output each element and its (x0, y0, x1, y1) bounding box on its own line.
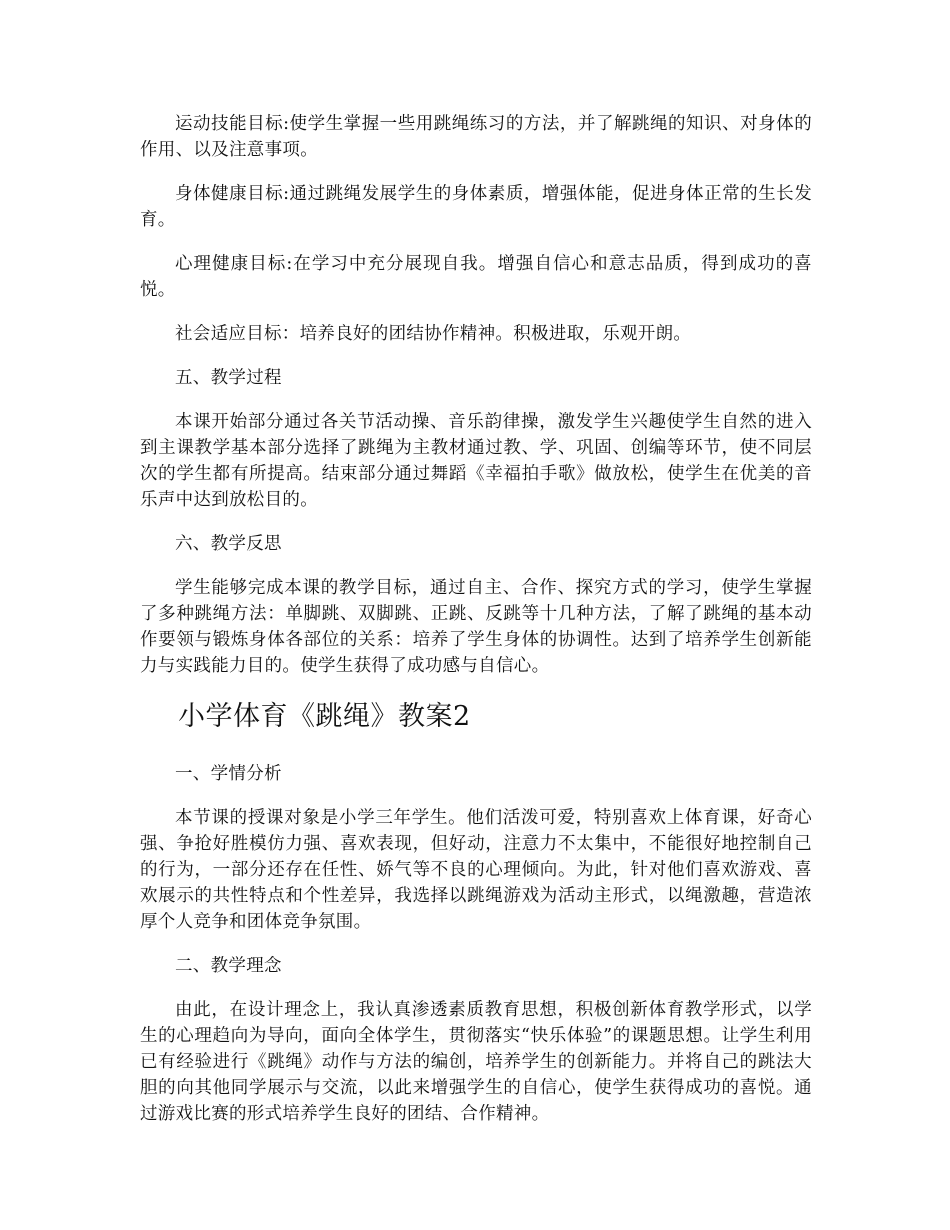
lesson-plan-title: 小学体育《跳绳》教案2 (178, 701, 471, 732)
section-heading-teaching-philosophy: 二、教学理念 (175, 956, 282, 976)
paragraph-physical-health-goal: 身体健康目标:通过跳绳发展学生的身体素质，增强体能，促进身体正常的生长发育。 (140, 184, 812, 230)
section-heading-teaching-process: 五、教学过程 (175, 368, 282, 388)
section-heading-teaching-reflection: 六、教学反思 (175, 534, 282, 554)
document-body (140, 111, 812, 1145)
section-heading-student-analysis: 一、学情分析 (175, 764, 282, 784)
paragraph-social-adaptation-goal: 社会适应目标：培养良好的团结协作精神。积极进取，乐观开朗。 (175, 324, 692, 344)
paragraph-teaching-reflection: 学生能够完成本课的教学目标，通过自主、合作、探究方式的学习，使学生掌握了多种跳绳方法：单脚跳、双脚跳、正跳、反跳等十几种方法，了解了跳绳的基本动作要领与锻炼身体各部位的关系：培养了学生身体的协调性。达到了培养学生创新能力与实践能力目的。使学生获得了成功感与自信心。 (140, 578, 812, 676)
paragraph-teaching-philosophy: 由此，在设计理念上，我认真渗透素质教育思想，积极创新体育教学形式，以学生的心理趋向为导向，面向全体学生，贯彻落实“快乐体验”的课题思想。让学生利用已有经验进行《跳绳》动作与方法的编创，培养学生的创新能力。并将自己的跳法大胆的向其他同学展示与交流，以此来增强学生的自信心，使学生获得成功的喜悦。通过游戏比赛的形式培养学生良好的团结、合作精神。 (140, 1000, 812, 1124)
paragraph-student-analysis: 本节课的授课对象是小学三年学生。他们活泼可爱，特别喜欢上体育课，好奇心强、争抢好胜模仿力强、喜欢表现，但好动，注意力不太集中，不能很好地控制自己的行为，一部分还存在任性、娇气等不良的心理倾向。为此，针对他们喜欢游戏、喜欢展示的共性特点和个性差异，我选择以跳绳游戏为活动主形式，以绳激趣，营造浓厚个人竞争和团体竞争氛围。 (140, 808, 812, 932)
paragraph-teaching-process: 本课开始部分通过各关节活动操、音乐韵律操，激发学生兴趣使学生自然的进入到主课教学基本部分选择了跳绳为主教材通过教、学、巩固、创编等环节，使不同层次的学生都有所提高。结束部分通过舞蹈《幸福拍手歌》做放松，使学生在优美的音乐声中达到放松目的。 (140, 412, 812, 510)
paragraph-motor-skill-goal: 运动技能目标:使学生掌握一些用跳绳练习的方法，并了解跳绳的知识、对身体的作用、以及注意事项。 (140, 114, 812, 160)
paragraph-mental-health-goal: 心理健康目标:在学习中充分展现自我。增强自信心和意志品质，得到成功的喜悦。 (140, 254, 812, 300)
